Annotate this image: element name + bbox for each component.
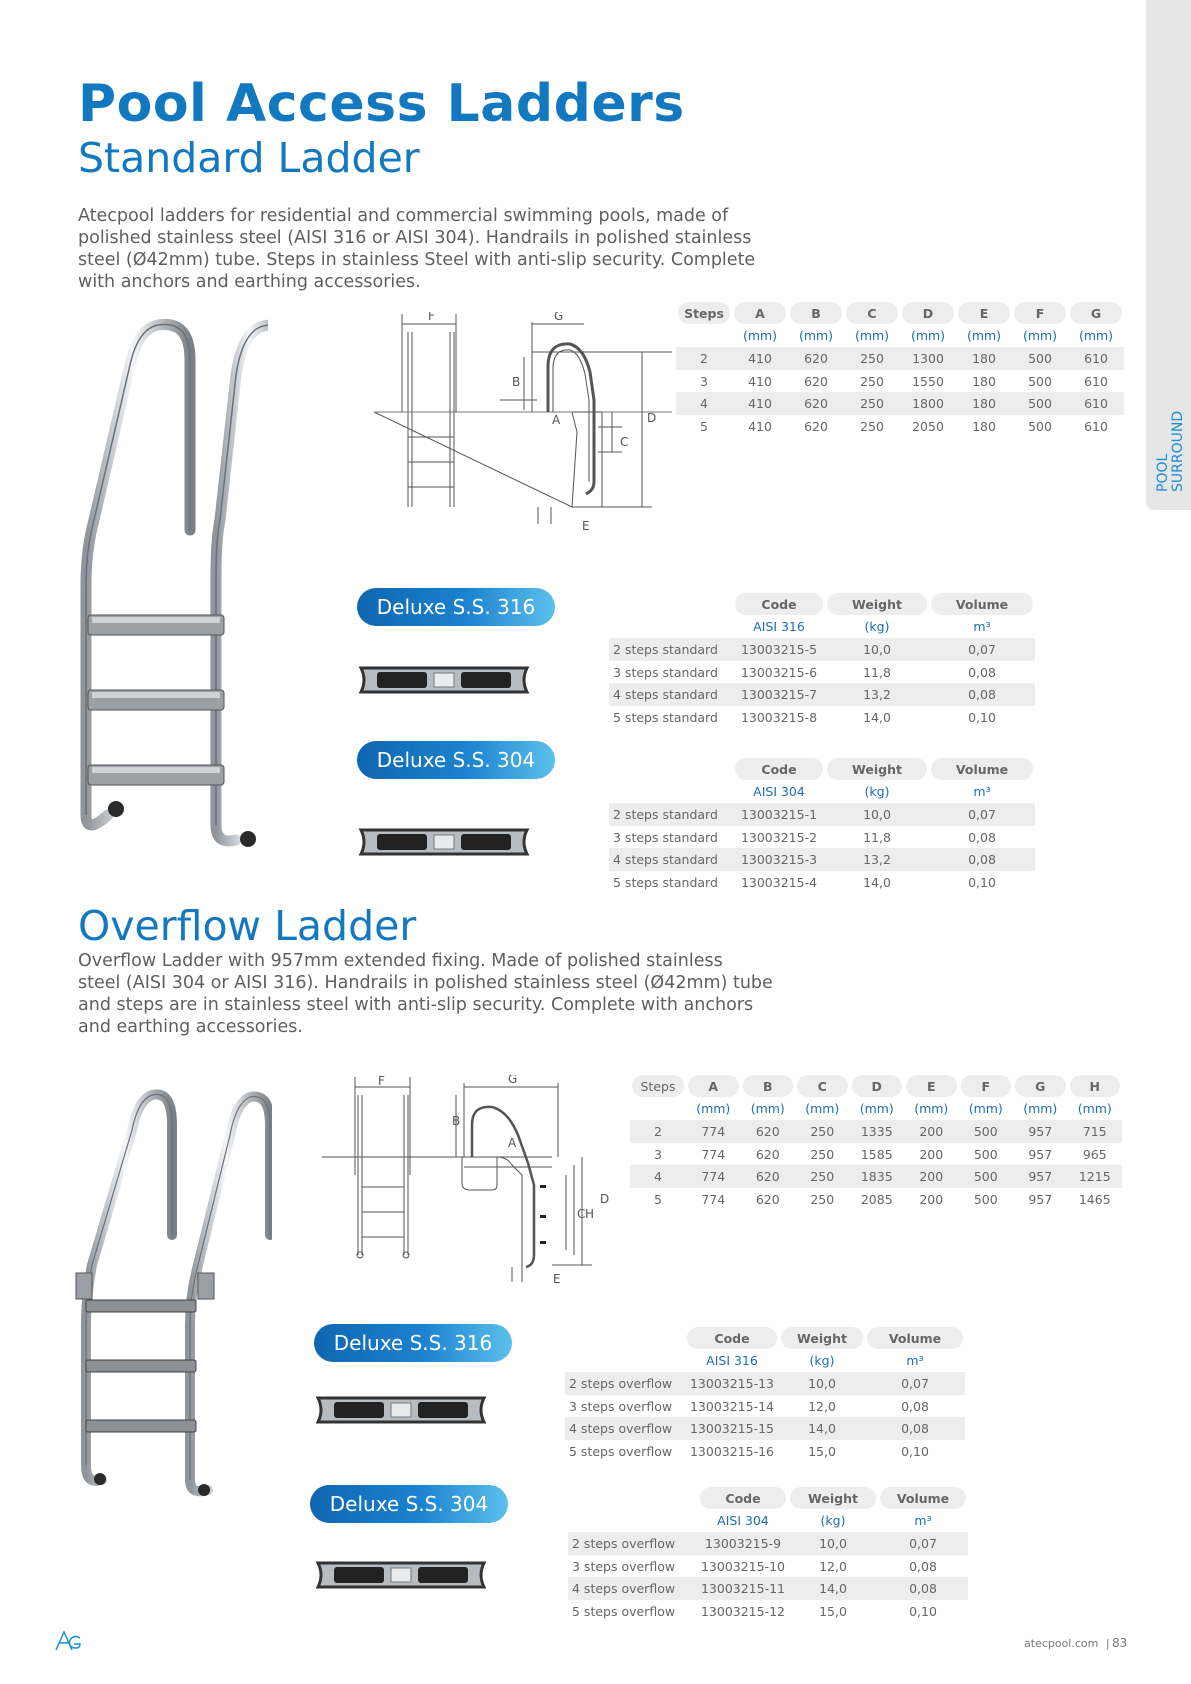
dim-label-E: E bbox=[553, 1272, 561, 1286]
unit: (mm) bbox=[854, 328, 890, 344]
table-cell: 2 bbox=[630, 1120, 686, 1143]
unit: m³ bbox=[973, 619, 991, 635]
dim-label-D: D bbox=[647, 411, 657, 425]
table-cell: 4 bbox=[630, 1165, 686, 1188]
unit: AISI 304 bbox=[753, 784, 805, 800]
table-cell: 0,08 bbox=[968, 829, 996, 845]
col-header: Weight bbox=[827, 758, 927, 780]
table-cell: 250 bbox=[810, 1191, 835, 1207]
badge-overflow-316: Deluxe S.S. 316 bbox=[314, 1324, 512, 1362]
unit: (mm) bbox=[750, 1101, 785, 1117]
table-cell: 410 bbox=[732, 347, 788, 370]
table-cell: 13003215-1 bbox=[733, 803, 825, 826]
desc-line: with anchors and earthing accessories. bbox=[78, 272, 421, 292]
table-cell: 13003215-2 bbox=[740, 829, 818, 845]
table-cell: 13003215-10 bbox=[700, 1558, 786, 1574]
col-header: Steps bbox=[632, 1075, 684, 1097]
table-cell: 620 bbox=[788, 392, 844, 415]
col-header: F bbox=[961, 1075, 1012, 1097]
table-cell: 3 steps standard bbox=[613, 829, 718, 845]
table-cell: 0,08 bbox=[865, 1417, 965, 1440]
unit: (mm) bbox=[914, 1101, 949, 1117]
table-cell: 13003215-3 bbox=[733, 848, 825, 871]
col-header: Code bbox=[687, 1327, 777, 1349]
table-cell: 250 bbox=[795, 1120, 850, 1143]
table-cell: 200 bbox=[904, 1165, 959, 1188]
desc-line: Atecpool ladders for residential and commercial swimming pools, made of bbox=[78, 206, 729, 226]
unit: (mm) bbox=[805, 1101, 840, 1117]
table-cell: 1835 bbox=[850, 1165, 905, 1188]
table-cell: 610 bbox=[1068, 347, 1124, 370]
table-cell: 14,0 bbox=[863, 874, 891, 890]
page-number: 83 bbox=[1112, 1636, 1128, 1650]
col-header: Volume bbox=[880, 1487, 966, 1509]
table-cell: 774 bbox=[701, 1191, 726, 1207]
step-tread-image bbox=[355, 822, 533, 862]
unit: m³ bbox=[973, 784, 991, 800]
table-cell: 0,07 bbox=[929, 638, 1035, 661]
table-cell: 0,07 bbox=[929, 803, 1035, 826]
col-header: Weight bbox=[827, 593, 927, 615]
table-cell: 14,0 bbox=[779, 1417, 865, 1440]
dim-label-G: G bbox=[508, 1075, 518, 1086]
table-cell: 0,10 bbox=[968, 709, 996, 725]
table-cell: 13003215-5 bbox=[733, 638, 825, 661]
unit: AISI 304 bbox=[717, 1513, 769, 1529]
col-header: A bbox=[734, 302, 786, 324]
unit: (kg) bbox=[809, 1353, 835, 1369]
overflow-dimensions-table bbox=[630, 1075, 1122, 1211]
unit: (mm) bbox=[1077, 1101, 1112, 1117]
table-cell: 0,10 bbox=[909, 1603, 937, 1619]
overflow-316-table bbox=[565, 1327, 965, 1463]
table-cell: 250 bbox=[860, 418, 884, 434]
table-cell: 5 steps standard bbox=[613, 709, 718, 725]
desc-line: and steps are in stainless steel with anti-slip security. Complete with anchors bbox=[78, 995, 754, 1015]
col-header: Volume bbox=[867, 1327, 963, 1349]
table-cell: 2085 bbox=[860, 1191, 893, 1207]
desc-line: and earthing accessories. bbox=[78, 1017, 303, 1037]
table-cell: 2 steps overflow bbox=[568, 1532, 698, 1555]
overflow-heading: Overflow Ladder bbox=[78, 902, 417, 950]
desc-line: steel (AISI 304 or AISI 316). Handrails in polished stainless steel (Ø42mm) tube bbox=[78, 973, 773, 993]
desc-line: Overflow Ladder with 957mm extended fixing. Made of polished stainless bbox=[78, 951, 723, 971]
table-cell: 0,08 bbox=[909, 1558, 937, 1574]
table-cell: 180 bbox=[956, 392, 1012, 415]
table-cell: 957 bbox=[1028, 1146, 1053, 1162]
table-cell: 1335 bbox=[850, 1120, 905, 1143]
table-cell: 610 bbox=[1068, 392, 1124, 415]
table-cell: 0,07 bbox=[865, 1372, 965, 1395]
table-cell: 4 steps standard bbox=[609, 848, 733, 871]
table-cell: 2 steps overflow bbox=[565, 1372, 685, 1395]
dim-label-D: D bbox=[600, 1192, 610, 1206]
standard-316-table bbox=[609, 593, 1035, 729]
table-cell: 200 bbox=[904, 1120, 959, 1143]
col-header: C bbox=[846, 302, 898, 324]
dim-label-F: F bbox=[378, 1075, 385, 1088]
table-cell: 4 bbox=[676, 392, 732, 415]
col-header: G bbox=[1070, 302, 1122, 324]
dim-label-F: F bbox=[428, 312, 435, 323]
dim-label-C: C bbox=[577, 1207, 586, 1221]
table-cell: 957 bbox=[1013, 1165, 1068, 1188]
standard-dimension-diagram bbox=[372, 312, 672, 542]
side-tab-line2: SURROUND bbox=[1170, 410, 1186, 492]
col-header: Weight bbox=[781, 1327, 863, 1349]
table-cell: 3 steps overflow bbox=[572, 1558, 676, 1574]
table-cell: 5 steps overflow bbox=[572, 1603, 676, 1619]
unit: (kg) bbox=[864, 619, 890, 635]
dim-label-B: B bbox=[512, 375, 521, 389]
unit bbox=[630, 1098, 686, 1121]
table-cell: 500 bbox=[1028, 418, 1052, 434]
overflow-dimension-diagram bbox=[322, 1075, 622, 1290]
table-cell: 2 steps standard bbox=[609, 803, 733, 826]
footer-separator: | bbox=[1105, 1637, 1110, 1650]
table-cell: 15,0 bbox=[808, 1443, 836, 1459]
table-cell: 13003215-9 bbox=[698, 1532, 788, 1555]
table-cell: 3 steps overflow bbox=[569, 1398, 673, 1414]
table-cell: 3 bbox=[700, 373, 708, 389]
table-cell: 2 bbox=[676, 347, 732, 370]
table-cell: 11,8 bbox=[863, 664, 891, 680]
table-cell: 13003215-15 bbox=[685, 1417, 779, 1440]
step-tread-image bbox=[355, 660, 533, 700]
overflow-ladder-photo bbox=[72, 1085, 272, 1505]
table-cell: 0,08 bbox=[901, 1398, 929, 1414]
table-cell: 620 bbox=[755, 1146, 780, 1162]
page-title: Pool Access Ladders bbox=[78, 74, 685, 134]
table-cell: 610 bbox=[1084, 418, 1108, 434]
badge-overflow-304: Deluxe S.S. 304 bbox=[310, 1485, 508, 1523]
table-cell: 13003215-4 bbox=[740, 874, 818, 890]
table-cell: 180 bbox=[972, 418, 996, 434]
unit: (kg) bbox=[820, 1513, 846, 1529]
col-header: Code bbox=[700, 1487, 786, 1509]
unit: (mm) bbox=[696, 1101, 731, 1117]
col-header: Volume bbox=[931, 758, 1033, 780]
table-cell: 0,08 bbox=[929, 848, 1035, 871]
table-cell: 500 bbox=[1012, 347, 1068, 370]
unit: m³ bbox=[906, 1353, 924, 1369]
table-cell: 1585 bbox=[860, 1146, 893, 1162]
table-cell: 620 bbox=[804, 373, 828, 389]
col-header: Weight bbox=[790, 1487, 876, 1509]
table-cell: 0,07 bbox=[878, 1532, 968, 1555]
table-cell: 12,0 bbox=[819, 1558, 847, 1574]
table-cell: 0,08 bbox=[929, 683, 1035, 706]
unit: (mm) bbox=[859, 1101, 894, 1117]
table-cell: 5 bbox=[654, 1191, 662, 1207]
col-header: Code bbox=[735, 593, 823, 615]
table-cell: 250 bbox=[844, 347, 900, 370]
dim-label-H: H bbox=[585, 1207, 595, 1221]
table-cell: 2 steps standard bbox=[609, 638, 733, 661]
table-cell: 620 bbox=[741, 1165, 796, 1188]
table-cell: 1215 bbox=[1068, 1165, 1123, 1188]
table-cell: 620 bbox=[741, 1120, 796, 1143]
table-cell: 957 bbox=[1028, 1191, 1053, 1207]
unit: (mm) bbox=[968, 1101, 1003, 1117]
overflow-304-table bbox=[568, 1487, 968, 1623]
table-cell: 250 bbox=[795, 1165, 850, 1188]
table-cell: 180 bbox=[972, 373, 996, 389]
unit bbox=[676, 325, 732, 348]
unit: (mm) bbox=[1023, 1101, 1058, 1117]
table-cell: 10,0 bbox=[825, 803, 929, 826]
dim-label-B: B bbox=[452, 1114, 461, 1128]
table-cell: 1550 bbox=[912, 373, 944, 389]
dim-label-G: G bbox=[554, 312, 564, 323]
table-cell: 620 bbox=[755, 1191, 780, 1207]
table-cell: 3 bbox=[654, 1146, 662, 1162]
table-cell: 10,0 bbox=[788, 1532, 878, 1555]
badge-standard-304: Deluxe S.S. 304 bbox=[357, 741, 555, 779]
table-cell: 250 bbox=[810, 1146, 835, 1162]
col-header: Code bbox=[735, 758, 823, 780]
table-cell: 10,0 bbox=[779, 1372, 865, 1395]
col-header: E bbox=[906, 1075, 957, 1097]
badge-standard-316: Deluxe S.S. 316 bbox=[357, 588, 555, 626]
col-header: D bbox=[852, 1075, 903, 1097]
table-cell: 12,0 bbox=[808, 1398, 836, 1414]
table-cell: 250 bbox=[860, 373, 884, 389]
table-cell: 620 bbox=[788, 347, 844, 370]
desc-line: steel (Ø42mm) tube. Steps in stainless Steel with anti-slip security. Complete bbox=[78, 250, 756, 270]
col-header: Volume bbox=[931, 593, 1033, 615]
dim-label-A: A bbox=[508, 1136, 517, 1150]
table-cell: 3 steps standard bbox=[613, 664, 718, 680]
table-cell: 500 bbox=[1012, 392, 1068, 415]
unit: (mm) bbox=[966, 328, 1002, 344]
col-header: B bbox=[790, 302, 842, 324]
table-cell: 14,0 bbox=[788, 1577, 878, 1600]
dim-label-C: C bbox=[620, 435, 629, 449]
table-cell: 10,0 bbox=[825, 638, 929, 661]
table-cell: 200 bbox=[919, 1146, 944, 1162]
table-cell: 13003215-8 bbox=[740, 709, 818, 725]
table-cell: 15,0 bbox=[819, 1603, 847, 1619]
col-header: E bbox=[958, 302, 1010, 324]
table-cell: 13003215-11 bbox=[698, 1577, 788, 1600]
col-header: B bbox=[743, 1075, 794, 1097]
standard-description bbox=[78, 205, 755, 293]
table-cell: 620 bbox=[804, 418, 828, 434]
step-tread-image bbox=[312, 1555, 490, 1595]
unit: (mm) bbox=[910, 328, 946, 344]
table-cell: 500 bbox=[973, 1146, 998, 1162]
unit: (mm) bbox=[1078, 328, 1114, 344]
dim-label-A: A bbox=[552, 413, 561, 427]
table-cell: 500 bbox=[959, 1120, 1014, 1143]
unit: AISI 316 bbox=[753, 619, 805, 635]
table-cell: 1800 bbox=[900, 392, 956, 415]
table-cell: 1300 bbox=[900, 347, 956, 370]
col-header: H bbox=[1070, 1075, 1121, 1097]
table-cell: 0,08 bbox=[968, 664, 996, 680]
table-cell: 13003215-12 bbox=[700, 1603, 786, 1619]
table-cell: 13003215-6 bbox=[740, 664, 818, 680]
unit: (mm) bbox=[1022, 328, 1058, 344]
desc-line: polished stainless steel (AISI 316 or AISI 304). Handrails in polished stainless bbox=[78, 228, 752, 248]
table-cell: 610 bbox=[1084, 373, 1108, 389]
table-cell: 180 bbox=[956, 347, 1012, 370]
side-tab-line1: POOL bbox=[1155, 453, 1171, 492]
unit: m³ bbox=[914, 1513, 932, 1529]
unit: (mm) bbox=[742, 328, 778, 344]
table-cell: 0,10 bbox=[901, 1443, 929, 1459]
side-tab-label[interactable] bbox=[1156, 412, 1186, 492]
table-cell: 965 bbox=[1082, 1146, 1107, 1162]
unit: (kg) bbox=[864, 784, 890, 800]
standard-304-table bbox=[609, 758, 1035, 894]
table-cell: 957 bbox=[1013, 1120, 1068, 1143]
table-cell: 410 bbox=[748, 418, 772, 434]
table-cell: 410 bbox=[732, 392, 788, 415]
table-cell: 1465 bbox=[1078, 1191, 1111, 1207]
col-header: D bbox=[902, 302, 954, 324]
table-cell: 5 bbox=[700, 418, 708, 434]
table-cell: 13003215-14 bbox=[689, 1398, 775, 1414]
table-cell: 5 steps standard bbox=[613, 874, 718, 890]
col-header: A bbox=[688, 1075, 739, 1097]
footer-url[interactable]: atecpool.com | bbox=[1024, 1637, 1110, 1650]
brand-logo-icon bbox=[54, 1630, 82, 1652]
table-cell: 2050 bbox=[912, 418, 944, 434]
table-cell: 250 bbox=[844, 392, 900, 415]
table-cell: 5 steps overflow bbox=[569, 1443, 673, 1459]
table-cell: 13003215-16 bbox=[689, 1443, 775, 1459]
unit: (mm) bbox=[798, 328, 834, 344]
table-cell: 774 bbox=[686, 1120, 741, 1143]
table-cell: 11,8 bbox=[863, 829, 891, 845]
table-cell: 4 steps overflow bbox=[565, 1417, 685, 1440]
col-header: Steps bbox=[678, 302, 730, 324]
table-cell: 13003215-7 bbox=[733, 683, 825, 706]
table-cell: 0,08 bbox=[878, 1577, 968, 1600]
table-cell: 774 bbox=[701, 1146, 726, 1162]
table-cell: 0,10 bbox=[968, 874, 996, 890]
col-header: C bbox=[797, 1075, 848, 1097]
table-cell: 410 bbox=[748, 373, 772, 389]
table-cell: 500 bbox=[1028, 373, 1052, 389]
col-header: F bbox=[1014, 302, 1066, 324]
table-cell: 500 bbox=[973, 1191, 998, 1207]
table-cell: 4 steps overflow bbox=[568, 1577, 698, 1600]
table-cell: 774 bbox=[686, 1165, 741, 1188]
table-cell: 13,2 bbox=[825, 683, 929, 706]
table-cell: 13003215-13 bbox=[685, 1372, 779, 1395]
table-cell: 715 bbox=[1068, 1120, 1123, 1143]
overflow-description bbox=[78, 950, 773, 1038]
standard-dimensions-table bbox=[676, 302, 1124, 438]
standard-ladder-photo bbox=[78, 315, 268, 855]
table-cell: 4 steps standard bbox=[609, 683, 733, 706]
table-cell: 13,2 bbox=[825, 848, 929, 871]
unit: AISI 316 bbox=[706, 1353, 758, 1369]
table-cell: 500 bbox=[959, 1165, 1014, 1188]
standard-heading: Standard Ladder bbox=[78, 134, 420, 182]
table-cell: 200 bbox=[919, 1191, 944, 1207]
step-tread-image bbox=[312, 1390, 490, 1430]
col-header: G bbox=[1015, 1075, 1066, 1097]
table-cell: 14,0 bbox=[863, 709, 891, 725]
dim-label-E: E bbox=[582, 519, 590, 533]
